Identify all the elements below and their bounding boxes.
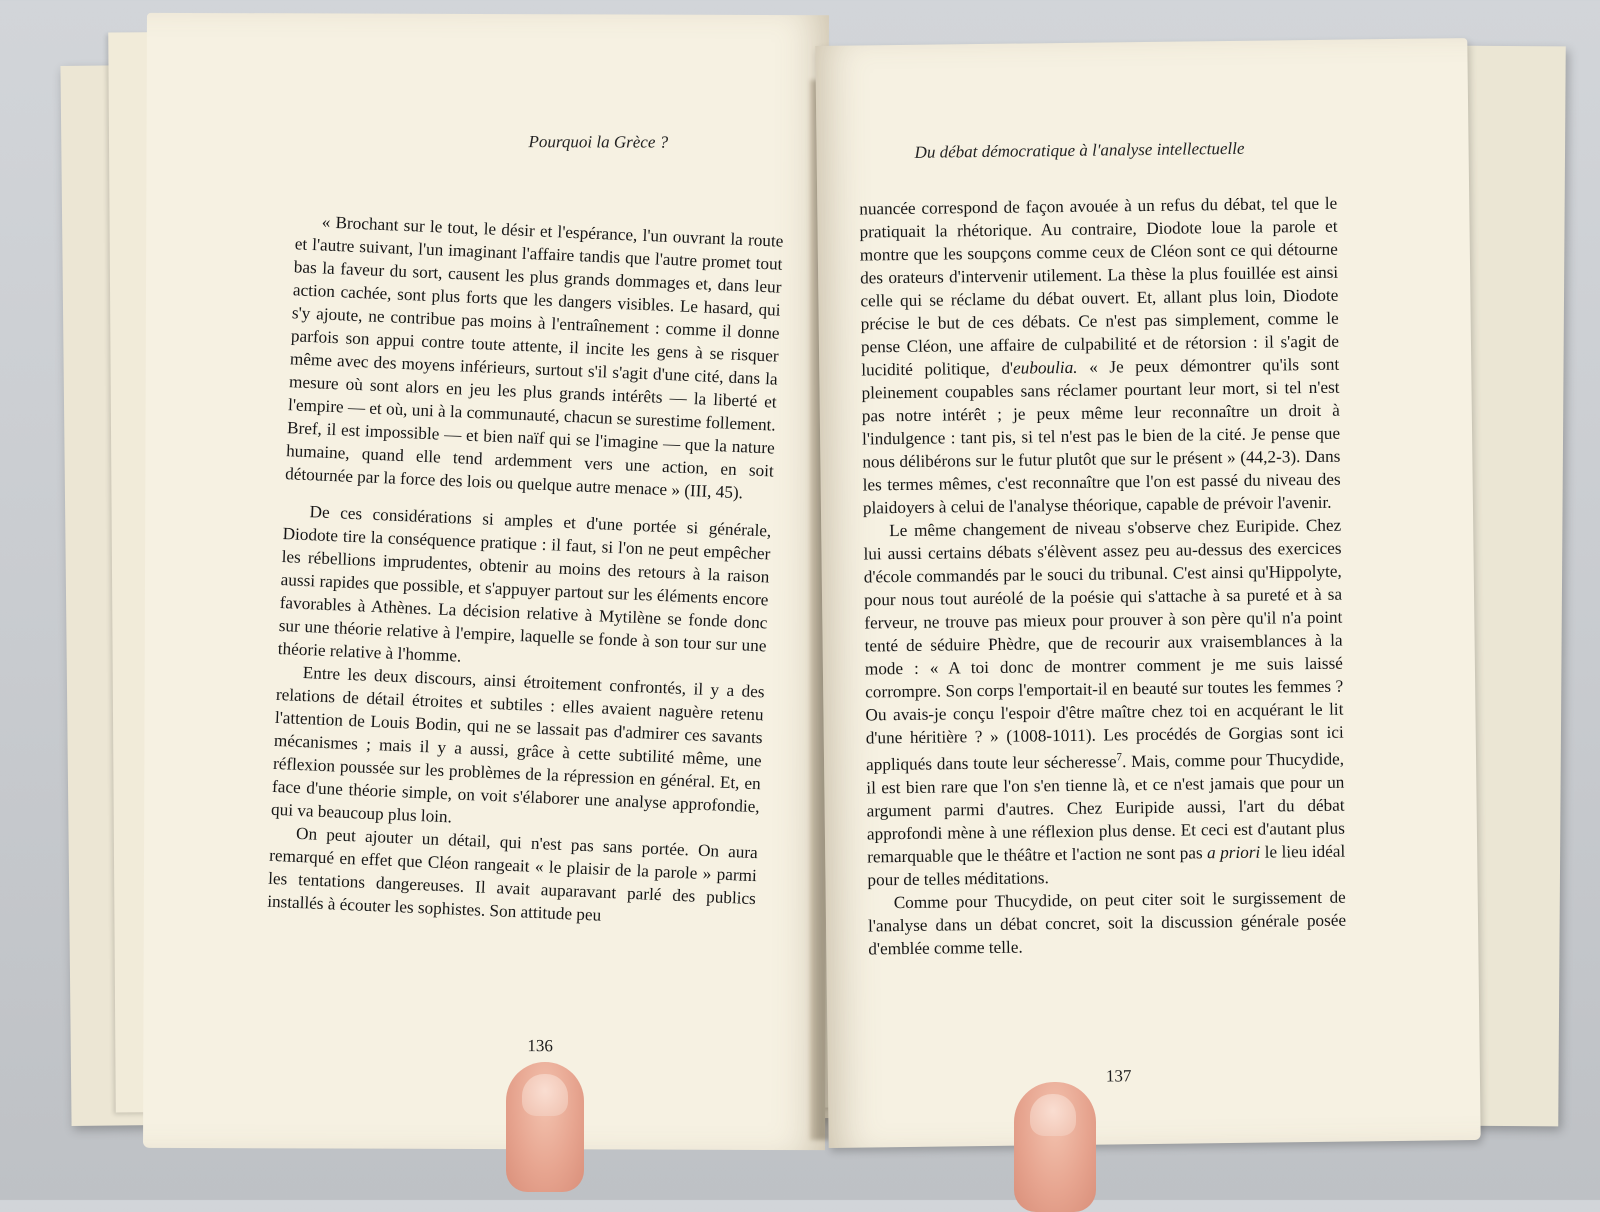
- right-paragraph-2: Le même changement de niveau s'observe chez Euripide. Chez lui aussi certains débats s'élèvent assez peu au-dessus des exercices d'école commandés par le souci du tribunal. C'est ainsi qu'Hippolyte, pour nous tout auréolé de la poésie qui s'attache à sa pureté et à sa ferveur, ne trouve pas mieux pour prouver à son père qu'il n'a point tenté de séduire Phèdre, que de recourir aux vraisemblances à la mode : « A toi donc de montrer comment je me suis laissé corrompre. Son corps l'emportait-il en beauté sur toutes les femmes ? Ou avais-je conçu l'espoir d'être maître chez toi en acquérant le lit d'une héritière ? » (1008-1011). Les procédés de Gorgias sont ici appliqués dans toute leur sécheresse$^7$. Mais, comme pour Thucydide, il est bien rare que l'on s'en tienne là, et ce n'est jamais que pour un argument parmi d'autres. Chez Euripide aussi, l'art du débat approfondi mène à une réflexion plus dense. Et ceci est d'autant plus remarquable que le théâtre et l'action ne sont pas a priori le lieu idéal pour de telles méditations.: [863, 515, 1346, 890]
- left-body-text: [267, 209, 784, 933]
- right-running-head: Du débat démocratique à l'analyse intellectuelle: [914, 138, 1245, 162]
- left-thumb-nail: [522, 1074, 568, 1116]
- left-paragraph-1: « Brochant sur le tout, le désir et l'espérance, l'un ouvrant la route et l'autre suivant, l'un imaginant l'affaire tandis que l'autre promet tout bas la faveur du sort, causent les plus grands dommages et, dans leur action cachée, sont plus forts que les dangers visibles. Le hasard, qui s'y ajoute, ne contribue pas moins à l'entraînement : comme il donne parfois son appui contre toute attente, il incite les gens à se risquer même avec des moyens inférieurs, surtout s'il s'agit d'une cité, dans la mesure où sont alors en jeu les plus grands intérêts — la liberté et l'empire — et où, uni à la communauté, chacun se surestime follement. Bref, il est impossible — et bien naïf qui se l'imagine — que la nature humaine, quand elle tend ardemment vers une action, en soit détournée par la force des lois ou quelque autre menace » (III, 45).: [284, 212, 784, 503]
- right-thumb-nail: [1030, 1094, 1076, 1136]
- left-running-head: Pourquoi la Grèce ?: [528, 132, 669, 152]
- right-body-text: [859, 192, 1346, 961]
- right-page-number: 137: [1105, 1066, 1132, 1086]
- right-paragraph-1: nuancée correspond de façon avouée à un refus du débat, tel que le pratiquait la rhétorique. Au contraire, Diodote loue la parole et montre que les soupçons comme ceux de Cléon sont ce qui détourne des orateurs d'intervenir utilement. La thèse la plus fouillée est ainsi celle qui se réclame du débat ouvert. Et, allant plus loin, Diodote précise le but de ces débats. Ce n'est pas simplement, comme le pense Cléon, une affaire de culpabilité et de rétorsion : il s'agit de lucidité politique, d'euboulia. « Je peux démontrer qu'ils sont pleinement coupables sans réclamer pourtant leur mort, si tel n'est pas notre intérêt ; je peux même leur reconnaître un droit à l'indulgence : tant pis, si tel n'est pas le bien de la cité. Je pense que nous délibérons sur le futur plutôt que sur le présent » (44,2-3). Dans les termes mêmes, c'est reconnaître que l'on est passé du niveau des plaidoyers à celui de l'analyse théorique, capable de prévoir l'avenir.: [859, 193, 1341, 518]
- right-page[interactable]: [815, 38, 1480, 1148]
- left-page[interactable]: [143, 13, 829, 1150]
- right-thumb: [1014, 1082, 1096, 1212]
- left-thumb: [506, 1062, 584, 1192]
- left-paragraph-4: On peut ajouter un détail, qui n'est pas sans portée. On aura remarqué en effet que Cléon rangeait « le plaisir de la parole » parmi les tentations dangereuses. Il avait auparavant parlé des publics installés à écouter les sophistes. Son attitude peu: [266, 823, 759, 925]
- left-page-number: 136: [527, 1036, 553, 1056]
- left-paragraph-2: De ces considérations si amples et d'une portée si générale, Diodote tire la conséquence pratique : il faut, si l'on ne peut empêcher les rébellions imprudentes, obtenir au moins des retours à la raison aussi rapides que possible, et s'appuyer partout sur les éléments encore favorables à Athènes. La décision relative à Mytilène se fonde donc sur une théorie relative à l'empire, laquelle se fonde à son tour sur une théorie relative à l'homme.: [277, 502, 772, 666]
- right-paragraph-3: Comme pour Thucydide, on peut citer soit le surgissement de l'analyse dans un débat concret, soit la discussion générale posée d'emblée comme telle.: [867, 887, 1347, 959]
- left-paragraph-3: Entre les deux discours, ainsi étroitement confrontés, il y a des relations de détail étroites et subtiles : elles avaient naguère retenu l'attention de Louis Bodin, qui ne se lassait pas d'admirer ces savants mécanismes ; mais il y a aussi, grâce à cette subtilité même, une réflexion poussée sur les problèmes de la répression en général. Et, en face d'une théorie simple, on voit s'élaborer une analyse approfondie, qui va beaucoup plus loin.: [270, 663, 765, 827]
